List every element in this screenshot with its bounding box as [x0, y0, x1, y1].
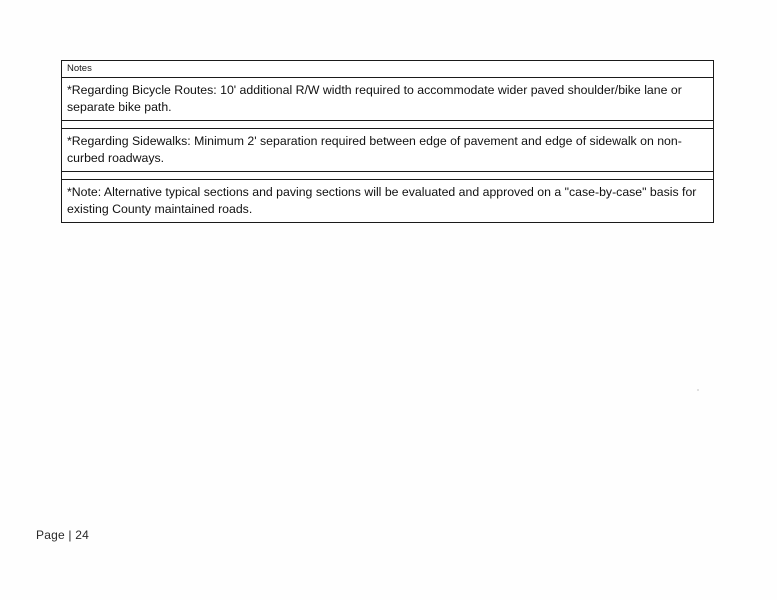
- table-row: *Note: Alternative typical sections and paving sections will be evaluated and approved on a "case-by-case" basis for existing County maintained roads.: [67, 185, 697, 216]
- page-number-footer: Page | 24: [36, 528, 89, 542]
- notes-table-header: Notes: [62, 61, 713, 78]
- notes-table: [61, 60, 714, 223]
- scan-speck: [697, 389, 699, 391]
- table-spacer-row: [62, 172, 713, 180]
- table-row: *Regarding Bicycle Routes: 10' additional R/W width required to accommodate wider paved shoulder/bike lane or separate bike path.: [62, 78, 713, 121]
- table-row: *Regarding Sidewalks: Minimum 2' separation required between edge of pavement and edge of sidewalk on non-curbed roadways.: [62, 129, 713, 172]
- table-spacer-row: [62, 121, 713, 129]
